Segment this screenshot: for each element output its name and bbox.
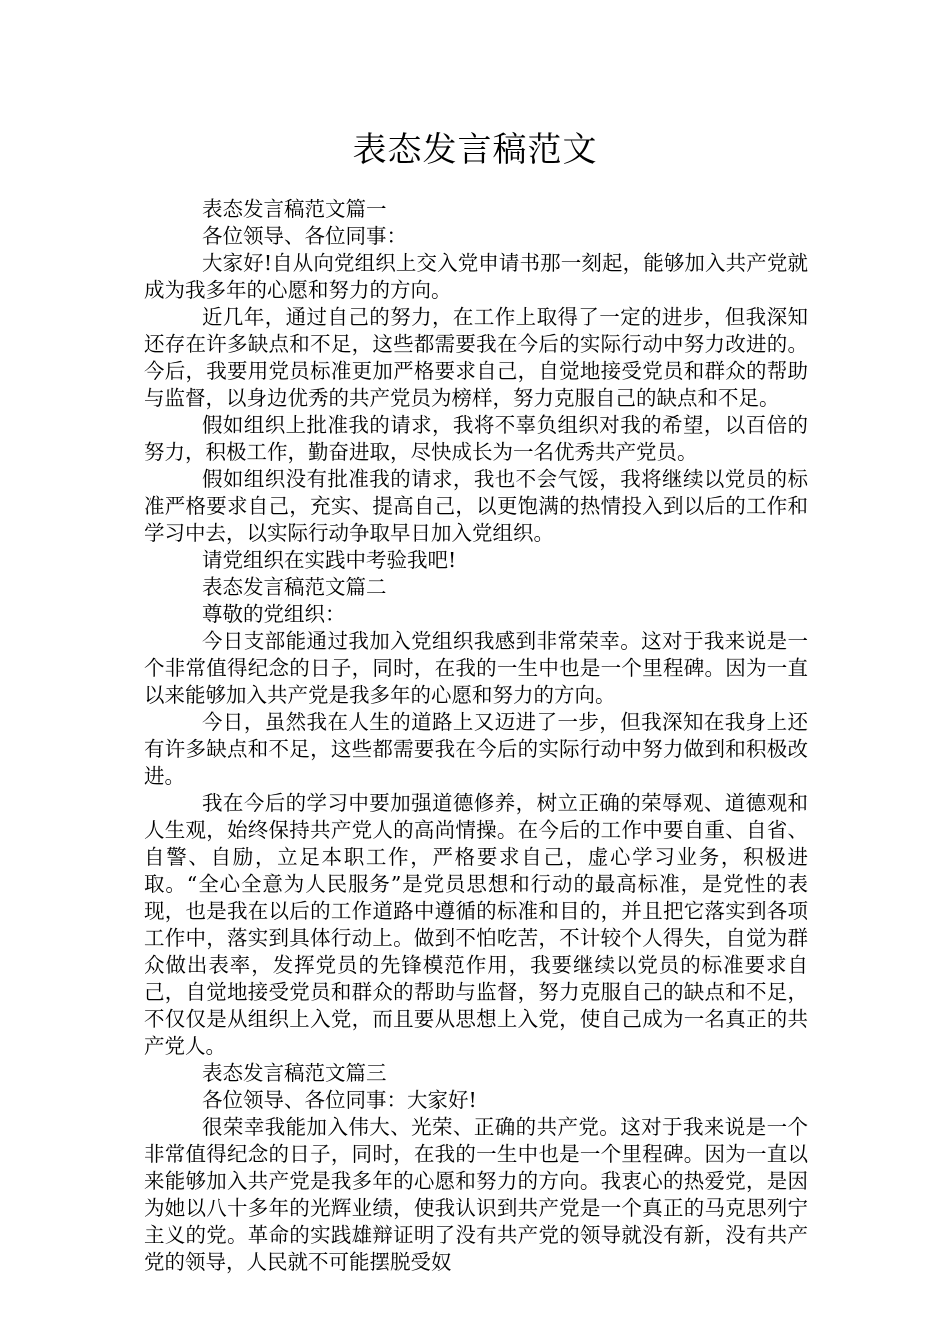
paragraph: 大家好!自从向党组织上交入党申请书那一刻起，能够加入共产党就成为我多年的心愿和努力的方向。: [144, 251, 808, 302]
paragraph: 我在今后的学习中要加强道德修养，树立正确的荣辱观、道德观和人生观，始终保持共产党人的高尚情操。在今后的工作中要自重、自省、自警、自励，立足本职工作，严格要求自己，虚心学习业务，积极进取。“全心全意为人民服务”是党员思想和行动的最高标准，是党性的表现，也是我在以后的工作道路中遵循的标准和目的，并且把它落实到各项工作中，落实到具体行动上。做到不怕吃苦，不计较个人得失，自觉为群众做出表率，发挥党员的先锋模范作用，我要继续以党员的标准要求自己，自觉地接受党员和群众的帮助与监督，努力克服自己的缺点和不足，不仅仅是从组织上入党，而且要从思想上入党，使自己成为一名真正的共产党人。: [144, 791, 808, 1058]
salutation-2: 尊敬的党组织：: [202, 602, 346, 626]
paragraph: 假如组织没有批准我的请求，我也不会气馁，我将继续以党员的标准严格要求自己，充实、提高自己，以更饱满的热情投入到以后的工作和学习中去，以实际行动争取早日加入党组织。: [144, 467, 808, 545]
section-heading-1: 表态发言稿范文篇一: [202, 197, 387, 221]
paragraph: 假如组织上批准我的请求，我将不辜负组织对我的希望，以百倍的努力，积极工作，勤奋进取，尽快成长为一名优秀共产党员。: [144, 413, 808, 464]
paragraph: 很荣幸我能加入伟大、光荣、正确的共产党。这对于我来说是一个非常值得纪念的日子，同时，在我的一生中也是一个里程碑。因为一直以来能够加入共产党是我多年的心愿和努力的方向。我衷心的热爱党，是因为她以八十多年的光辉业绩，使我认识到共产党是一个真正的马克思列宁主义的党。革命的实践雄辩证明了没有共产党的领导就没有新，没有共产党的领导，人民就不可能摆脱受奴: [144, 1115, 808, 1274]
salutation-1: 各位领导、各位同事：: [202, 224, 407, 248]
document-body: [144, 196, 808, 1276]
section-heading-3: 表态发言稿范文篇三: [202, 1061, 387, 1085]
paragraph: 今日支部能通过我加入党组织我感到非常荣幸。这对于我来说是一个非常值得纪念的日子，同时，在我的一生中也是一个里程碑。因为一直以来能够加入共产党是我多年的心愿和努力的方向。: [144, 629, 808, 707]
paragraph: 请党组织在实践中考验我吧!: [202, 548, 457, 572]
paragraph: 近几年，通过自己的努力，在工作上取得了一定的进步，但我深知还存在许多缺点和不足，这些都需要我在今后的实际行动中努力改进的。今后，我要用党员标准更加严格要求自己，自觉地接受党员和群众的帮助与监督，以身边优秀的共产党员为榜样，努力克服自己的缺点和不足。: [144, 305, 808, 410]
paragraph: 今日，虽然我在人生的道路上又迈进了一步，但我深知在我身上还有许多缺点和不足，这些都需要我在今后的实际行动中努力做到和积极改进。: [144, 710, 808, 788]
document-title: 表态发言稿范文: [352, 130, 598, 170]
salutation-3: 各位领导、各位同事：大家好!: [202, 1088, 477, 1112]
section-heading-2: 表态发言稿范文篇二: [202, 575, 387, 599]
